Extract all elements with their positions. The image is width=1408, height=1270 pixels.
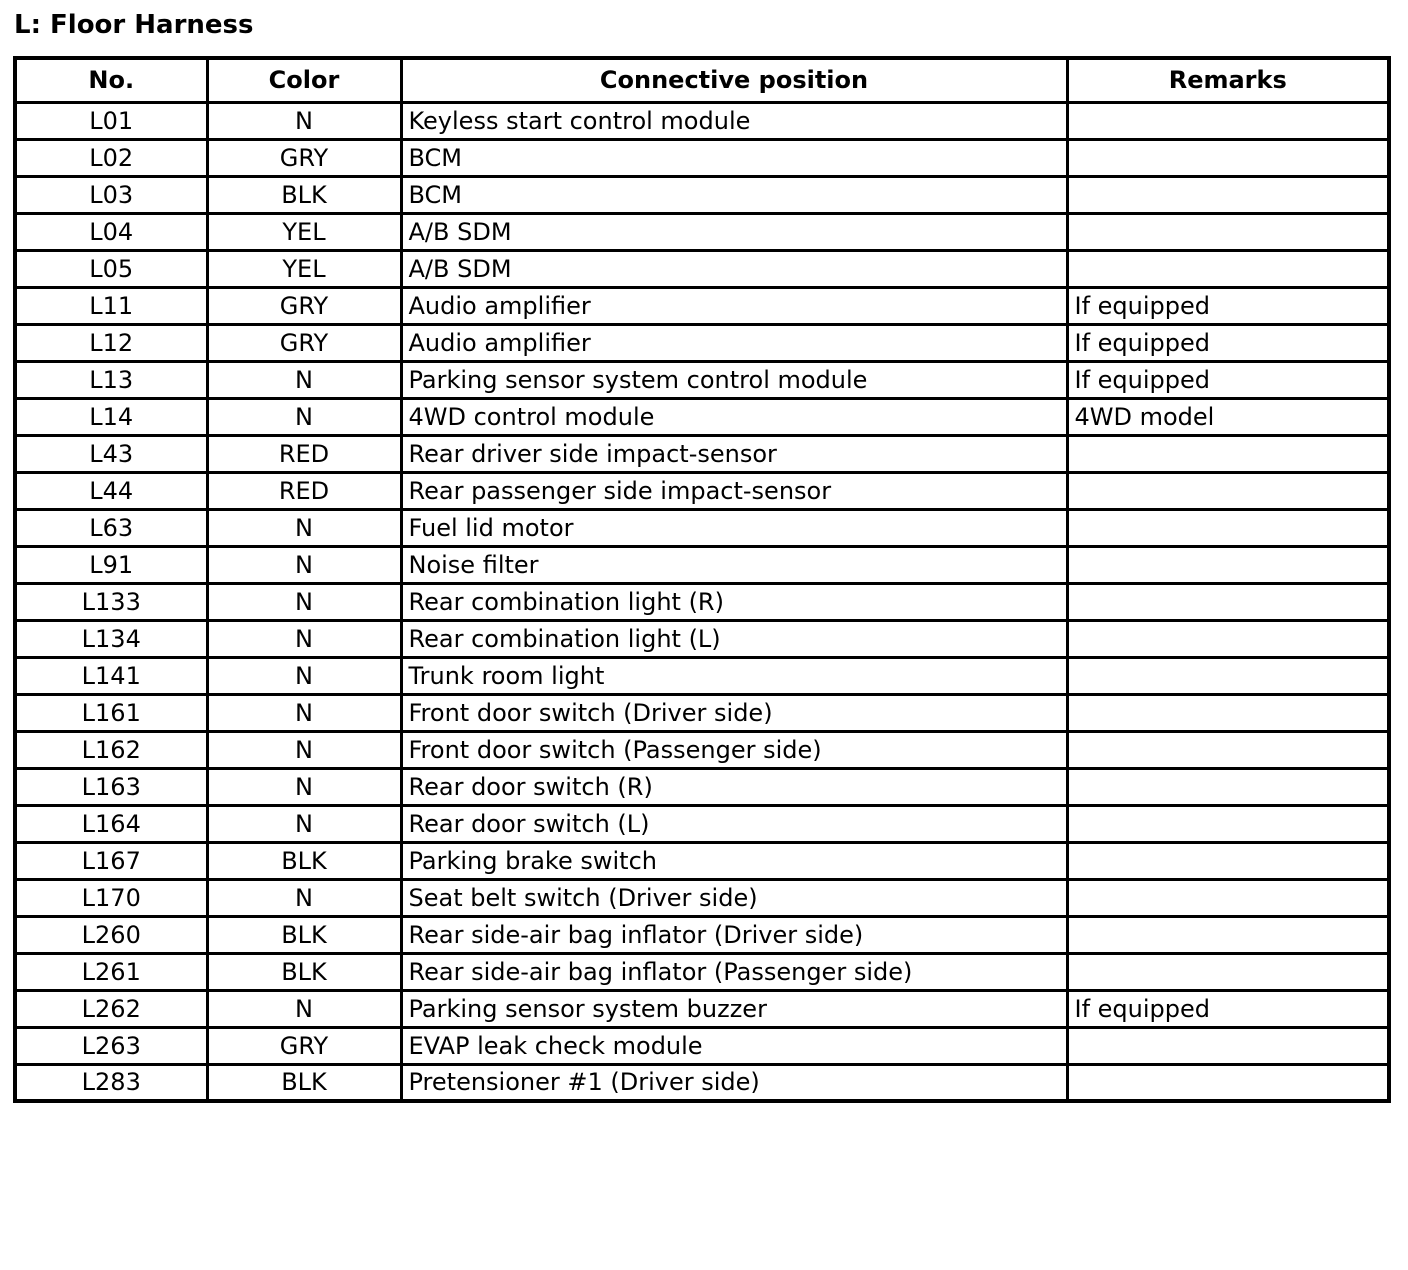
cell-remarks	[1067, 842, 1389, 879]
table-row	[15, 546, 1389, 583]
cell-remarks: If equipped	[1067, 361, 1389, 398]
table-row	[15, 139, 1389, 176]
cell-connective-position: EVAP leak check module	[401, 1027, 1067, 1064]
table-row	[15, 916, 1389, 953]
cell-no: L14	[15, 398, 207, 435]
table-body	[15, 102, 1389, 1101]
cell-connective-position: Audio amplifier	[401, 324, 1067, 361]
cell-no: L263	[15, 1027, 207, 1064]
cell-remarks	[1067, 731, 1389, 768]
table-row	[15, 398, 1389, 435]
cell-connective-position: BCM	[401, 176, 1067, 213]
cell-color: BLK	[207, 842, 401, 879]
table-row	[15, 324, 1389, 361]
cell-connective-position: Rear combination light (R)	[401, 583, 1067, 620]
table-row	[15, 361, 1389, 398]
table-row	[15, 213, 1389, 250]
cell-color: RED	[207, 435, 401, 472]
cell-remarks	[1067, 139, 1389, 176]
cell-color: N	[207, 694, 401, 731]
cell-connective-position: Rear door switch (L)	[401, 805, 1067, 842]
cell-color: N	[207, 398, 401, 435]
cell-no: L260	[15, 916, 207, 953]
table-row	[15, 731, 1389, 768]
cell-connective-position: BCM	[401, 139, 1067, 176]
table-row	[15, 990, 1389, 1027]
cell-no: L02	[15, 139, 207, 176]
cell-remarks	[1067, 435, 1389, 472]
cell-no: L13	[15, 361, 207, 398]
cell-connective-position: Rear side-air bag inflator (Driver side)	[401, 916, 1067, 953]
cell-connective-position: 4WD control module	[401, 398, 1067, 435]
cell-remarks	[1067, 620, 1389, 657]
cell-remarks	[1067, 102, 1389, 139]
cell-remarks	[1067, 657, 1389, 694]
cell-no: L134	[15, 620, 207, 657]
cell-remarks: 4WD model	[1067, 398, 1389, 435]
cell-connective-position: A/B SDM	[401, 250, 1067, 287]
cell-connective-position: A/B SDM	[401, 213, 1067, 250]
table-row	[15, 1064, 1389, 1101]
cell-connective-position: Rear driver side impact-sensor	[401, 435, 1067, 472]
cell-remarks	[1067, 213, 1389, 250]
cell-no: L283	[15, 1064, 207, 1101]
page-title: L: Floor Harness	[14, 10, 254, 40]
cell-color: N	[207, 509, 401, 546]
floor-harness-table	[13, 56, 1391, 1103]
cell-connective-position: Front door switch (Passenger side)	[401, 731, 1067, 768]
cell-color: N	[207, 731, 401, 768]
cell-no: L163	[15, 768, 207, 805]
cell-connective-position: Keyless start control module	[401, 102, 1067, 139]
cell-color: GRY	[207, 1027, 401, 1064]
cell-color: RED	[207, 472, 401, 509]
cell-remarks: If equipped	[1067, 990, 1389, 1027]
cell-remarks	[1067, 472, 1389, 509]
table-row	[15, 657, 1389, 694]
table-row	[15, 620, 1389, 657]
cell-no: L170	[15, 879, 207, 916]
table-row	[15, 1027, 1389, 1064]
cell-remarks	[1067, 583, 1389, 620]
cell-remarks	[1067, 953, 1389, 990]
column-header-no: No.	[15, 58, 207, 102]
cell-remarks	[1067, 805, 1389, 842]
column-header-connective-position: Connective position	[401, 58, 1067, 102]
table-row	[15, 472, 1389, 509]
cell-remarks	[1067, 1064, 1389, 1101]
cell-no: L11	[15, 287, 207, 324]
cell-connective-position: Front door switch (Driver side)	[401, 694, 1067, 731]
cell-no: L43	[15, 435, 207, 472]
table-row	[15, 435, 1389, 472]
cell-remarks	[1067, 546, 1389, 583]
table-row	[15, 768, 1389, 805]
cell-no: L141	[15, 657, 207, 694]
cell-no: L161	[15, 694, 207, 731]
cell-color: N	[207, 620, 401, 657]
cell-color: YEL	[207, 213, 401, 250]
cell-color: GRY	[207, 139, 401, 176]
table-row	[15, 250, 1389, 287]
cell-color: N	[207, 583, 401, 620]
table-header-row	[15, 58, 1389, 102]
cell-no: L162	[15, 731, 207, 768]
cell-connective-position: Pretensioner #1 (Driver side)	[401, 1064, 1067, 1101]
cell-connective-position: Rear door switch (R)	[401, 768, 1067, 805]
cell-connective-position: Rear passenger side impact-sensor	[401, 472, 1067, 509]
cell-connective-position: Fuel lid motor	[401, 509, 1067, 546]
cell-color: N	[207, 990, 401, 1027]
table-row	[15, 176, 1389, 213]
table-row	[15, 583, 1389, 620]
cell-connective-position: Seat belt switch (Driver side)	[401, 879, 1067, 916]
cell-remarks	[1067, 1027, 1389, 1064]
cell-no: L63	[15, 509, 207, 546]
cell-remarks: If equipped	[1067, 287, 1389, 324]
cell-color: N	[207, 879, 401, 916]
cell-remarks	[1067, 879, 1389, 916]
cell-color: N	[207, 657, 401, 694]
table-row	[15, 509, 1389, 546]
cell-color: N	[207, 546, 401, 583]
cell-remarks	[1067, 250, 1389, 287]
cell-color: BLK	[207, 176, 401, 213]
table-row	[15, 102, 1389, 139]
cell-color: GRY	[207, 287, 401, 324]
cell-no: L12	[15, 324, 207, 361]
cell-remarks	[1067, 768, 1389, 805]
cell-no: L44	[15, 472, 207, 509]
table-row	[15, 287, 1389, 324]
column-header-remarks: Remarks	[1067, 58, 1389, 102]
cell-no: L05	[15, 250, 207, 287]
cell-no: L164	[15, 805, 207, 842]
cell-connective-position: Audio amplifier	[401, 287, 1067, 324]
cell-connective-position: Trunk room light	[401, 657, 1067, 694]
cell-connective-position: Rear combination light (L)	[401, 620, 1067, 657]
column-header-color: Color	[207, 58, 401, 102]
cell-remarks: If equipped	[1067, 324, 1389, 361]
cell-color: BLK	[207, 916, 401, 953]
table-row	[15, 694, 1389, 731]
cell-color: N	[207, 102, 401, 139]
cell-remarks	[1067, 694, 1389, 731]
table-row	[15, 842, 1389, 879]
cell-connective-position: Parking sensor system buzzer	[401, 990, 1067, 1027]
cell-color: N	[207, 805, 401, 842]
table-row	[15, 879, 1389, 916]
cell-no: L261	[15, 953, 207, 990]
cell-no: L167	[15, 842, 207, 879]
cell-connective-position: Parking brake switch	[401, 842, 1067, 879]
cell-no: L91	[15, 546, 207, 583]
cell-no: L01	[15, 102, 207, 139]
cell-color: N	[207, 361, 401, 398]
cell-no: L03	[15, 176, 207, 213]
cell-color: N	[207, 768, 401, 805]
cell-no: L262	[15, 990, 207, 1027]
table-row	[15, 805, 1389, 842]
cell-no: L04	[15, 213, 207, 250]
cell-color: GRY	[207, 324, 401, 361]
cell-color: BLK	[207, 953, 401, 990]
cell-remarks	[1067, 176, 1389, 213]
cell-color: BLK	[207, 1064, 401, 1101]
cell-no: L133	[15, 583, 207, 620]
cell-connective-position: Noise filter	[401, 546, 1067, 583]
cell-remarks	[1067, 916, 1389, 953]
table-row	[15, 953, 1389, 990]
cell-connective-position: Rear side-air bag inflator (Passenger side)	[401, 953, 1067, 990]
cell-connective-position: Parking sensor system control module	[401, 361, 1067, 398]
cell-remarks	[1067, 509, 1389, 546]
cell-color: YEL	[207, 250, 401, 287]
